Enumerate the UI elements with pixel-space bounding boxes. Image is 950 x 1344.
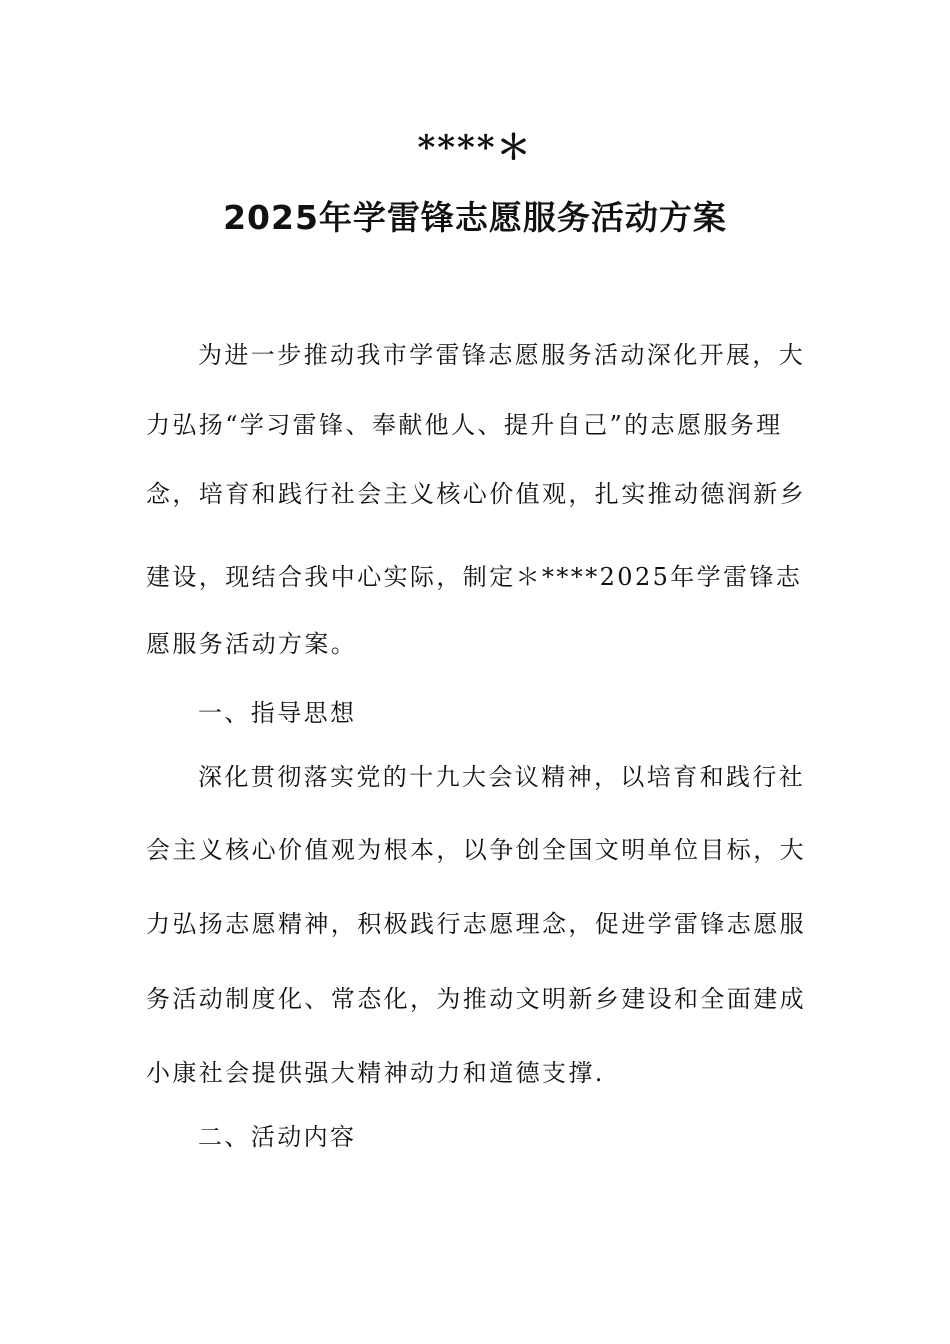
section-heading-activity-content: 二、活动内容 xyxy=(198,1123,357,1151)
paragraph-guiding-line-1: 深化贯彻落实党的十九大会议精神，以培育和践行社 xyxy=(198,763,806,791)
paragraph-intro-line-2: 力弘扬“学习雷锋、奉献他人、提升自己”的志愿服务理 xyxy=(146,411,783,439)
paragraph-guiding-line-5: 小康社会提供强大精神动力和道德支撑. xyxy=(146,1059,605,1087)
document-title-line-2: 2025年学雷锋志愿服务活动方案 xyxy=(223,198,727,237)
paragraph-guiding-line-3: 力弘扬志愿精神，积极践行志愿理念，促进学雷锋志愿服 xyxy=(146,910,806,938)
document-title-line-1: ****＊ xyxy=(417,128,533,168)
paragraph-intro-line-4: 建设，现结合我中心实际，制定＊****2025年学雷锋志 xyxy=(146,563,803,591)
paragraph-intro-line-3: 念，培育和践行社会主义核心价值观，扎实推动德润新乡 xyxy=(146,480,806,508)
section-heading-guiding-thought: 一、指导思想 xyxy=(198,699,357,727)
paragraph-guiding-line-2: 会主义核心价值观为根本，以争创全国文明单位目标，大 xyxy=(146,836,806,864)
paragraph-intro-line-1: 为进一步推动我市学雷锋志愿服务活动深化开展，大 xyxy=(198,341,806,369)
paragraph-intro-line-5: 愿服务活动方案。 xyxy=(146,630,358,658)
paragraph-guiding-line-4: 务活动制度化、常态化，为推动文明新乡建设和全面建成 xyxy=(146,985,806,1013)
